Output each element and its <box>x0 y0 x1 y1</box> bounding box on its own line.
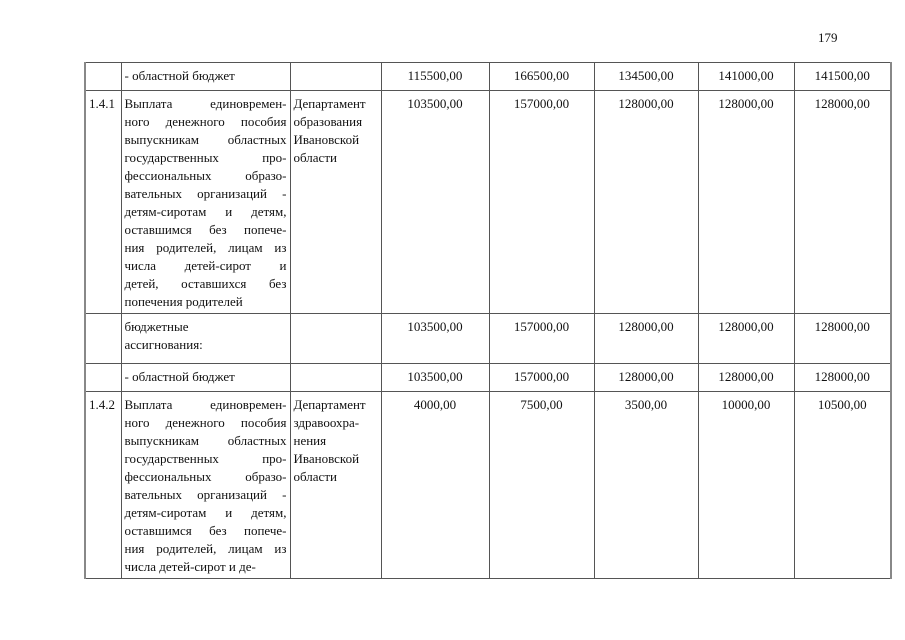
description-line: - областной бюджет <box>124 369 235 384</box>
description-line: фессиональных образо- <box>124 168 287 183</box>
description-line: ния родителей, лицам из <box>124 541 287 556</box>
description-cell <box>121 392 290 579</box>
description-line: ассигнования: <box>124 337 203 352</box>
table-row <box>85 63 891 91</box>
department-line: Департамент <box>293 397 366 412</box>
department-line: области <box>293 150 337 165</box>
amount-cell-year-3: 128000,00 <box>594 91 698 314</box>
table-row <box>85 392 891 579</box>
amount-cell-year-4: 141000,00 <box>698 63 794 91</box>
department-line: Департамент <box>293 96 366 111</box>
description-line: ного денежного пособия <box>124 114 287 129</box>
description-line: числа детей-сирот и <box>124 258 287 273</box>
description-cell <box>121 364 290 392</box>
department-cell <box>290 392 381 579</box>
amount-cell-year-5: 128000,00 <box>794 364 891 392</box>
description-line: попечения родителей <box>124 294 243 309</box>
description-line: вательных организаций - <box>124 186 287 201</box>
description-line: детей, оставшихся без <box>124 276 287 291</box>
description-line: оставшимся без попече- <box>124 222 287 237</box>
amount-cell-year-3: 128000,00 <box>594 314 698 364</box>
item-code-cell <box>85 63 121 91</box>
description-line: вательных организаций - <box>124 487 287 502</box>
amount-cell-year-1: 115500,00 <box>381 63 489 91</box>
department-line: нения <box>293 433 327 448</box>
department-cell <box>290 91 381 314</box>
description-line: - областной бюджет <box>124 68 235 83</box>
description-line: бюджетные <box>124 319 189 334</box>
amount-cell-year-2: 7500,00 <box>489 392 594 579</box>
amount-cell-year-5: 128000,00 <box>794 314 891 364</box>
amount-cell-year-5: 10500,00 <box>794 392 891 579</box>
amount-cell-year-1: 103500,00 <box>381 364 489 392</box>
amount-cell-year-1: 103500,00 <box>381 91 489 314</box>
budget-table <box>84 62 892 579</box>
description-line: выпускникам областных <box>124 433 287 448</box>
description-cell <box>121 63 290 91</box>
description-line: фессиональных образо- <box>124 469 287 484</box>
department-line: Ивановской <box>293 132 360 147</box>
description-line: числа детей-сирот и де- <box>124 559 256 574</box>
table-row <box>85 91 891 314</box>
description-line: государственных про- <box>124 150 287 165</box>
description-line: государственных про- <box>124 451 287 466</box>
description-line: оставшимся без попече- <box>124 523 287 538</box>
description-line: выпускникам областных <box>124 132 287 147</box>
department-cell <box>290 364 381 392</box>
amount-cell-year-2: 157000,00 <box>489 91 594 314</box>
description-line: Выплата единовремен- <box>124 96 287 111</box>
amount-cell-year-4: 128000,00 <box>698 91 794 314</box>
description-cell <box>121 314 290 364</box>
amount-cell-year-2: 166500,00 <box>489 63 594 91</box>
department-line: образования <box>293 114 363 129</box>
department-cell <box>290 314 381 364</box>
amount-cell-year-2: 157000,00 <box>489 364 594 392</box>
amount-cell-year-2: 157000,00 <box>489 314 594 364</box>
amount-cell-year-4: 128000,00 <box>698 364 794 392</box>
page-number: 179 <box>818 30 838 45</box>
department-line: здравоохра- <box>293 415 360 430</box>
department-line: области <box>293 469 337 484</box>
amount-cell-year-1: 103500,00 <box>381 314 489 364</box>
amount-cell-year-1: 4000,00 <box>381 392 489 579</box>
amount-cell-year-3: 134500,00 <box>594 63 698 91</box>
item-code-cell <box>85 314 121 364</box>
amount-cell-year-4: 10000,00 <box>698 392 794 579</box>
description-line: Выплата единовремен- <box>124 397 287 412</box>
amount-cell-year-3: 128000,00 <box>594 364 698 392</box>
table-row <box>85 314 891 364</box>
description-cell <box>121 91 290 314</box>
department-line: Ивановской <box>293 451 360 466</box>
description-line: детям-сиротам и детям, <box>124 505 287 520</box>
item-code-cell: 1.4.1 <box>85 91 121 314</box>
department-cell <box>290 63 381 91</box>
description-line: ного денежного пособия <box>124 415 287 430</box>
amount-cell-year-5: 141500,00 <box>794 63 891 91</box>
amount-cell-year-4: 128000,00 <box>698 314 794 364</box>
amount-cell-year-3: 3500,00 <box>594 392 698 579</box>
table-row <box>85 364 891 392</box>
amount-cell-year-5: 128000,00 <box>794 91 891 314</box>
description-line: ния родителей, лицам из <box>124 240 287 255</box>
description-line: детям-сиротам и детям, <box>124 204 287 219</box>
item-code-cell <box>85 364 121 392</box>
item-code-cell: 1.4.2 <box>85 392 121 579</box>
